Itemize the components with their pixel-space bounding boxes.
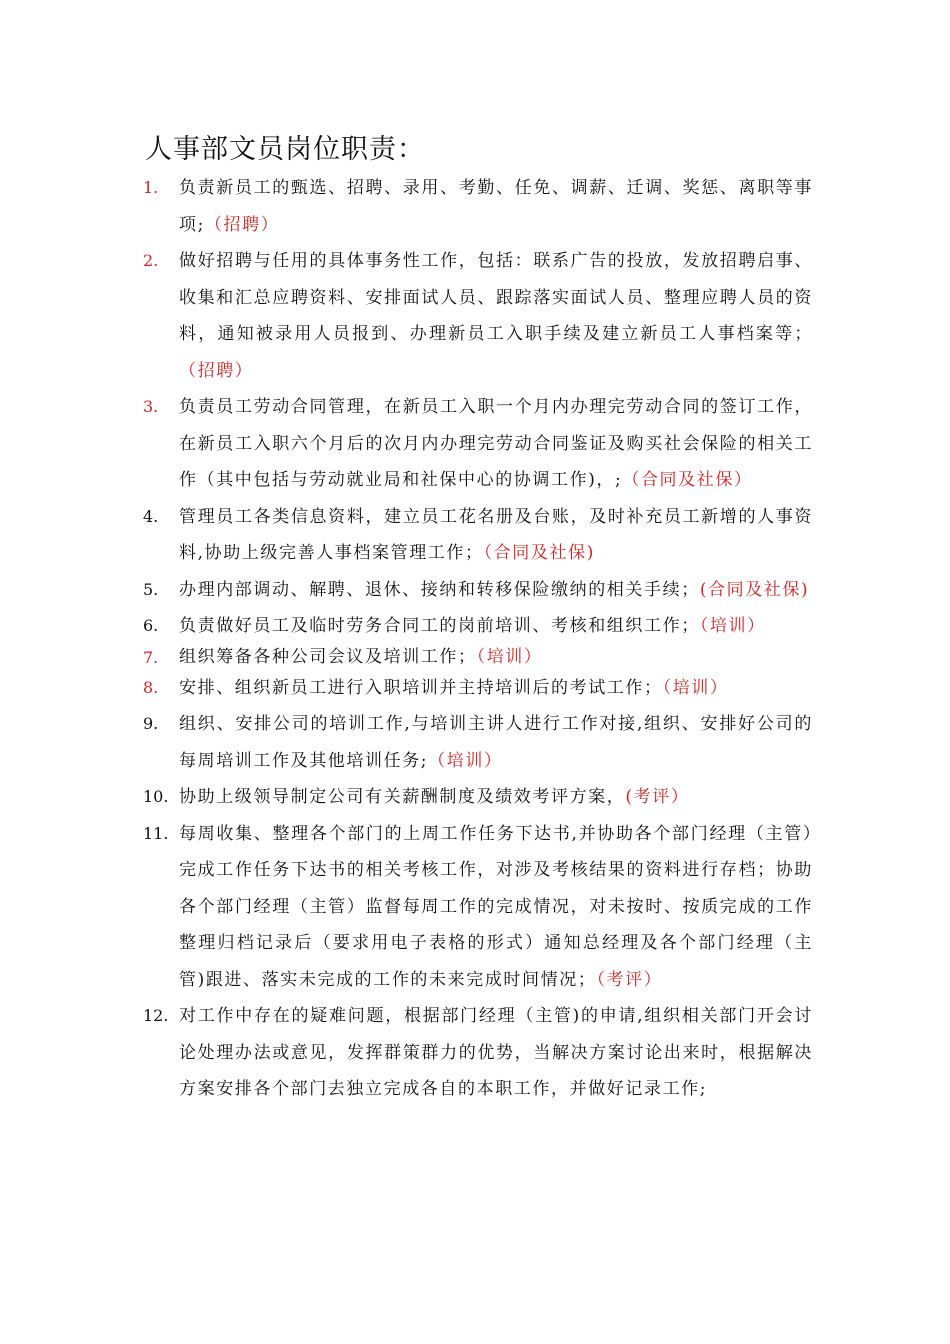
duty-item-5: [143, 572, 813, 609]
duty-item-2: [143, 243, 813, 389]
duty-category-tag: （培训）: [476, 646, 543, 667]
duty-text: 安排、组织新员工进行入职培训并主持培训后的考试工作；: [179, 677, 663, 698]
duty-category-tag: （合同及社保）: [622, 470, 753, 490]
duty-category-tag: （招聘）: [204, 214, 280, 235]
duty-item-7: [143, 645, 813, 670]
duty-item-10: [143, 779, 813, 816]
duty-number: 3.: [143, 397, 159, 416]
duty-category-tag: （培训）: [662, 677, 729, 698]
duty-number: 8.: [143, 677, 159, 697]
duty-text: 做好招聘与任用的具体事务性工作，包括：联系广告的投放，发放招聘启事、收集和汇总应聘资料、安排面试人员、跟踪落实面试人员、整理应聘人员的资料，通知被录用人员报到、办理新员工入职手续及建立新员工人事档案等；: [179, 251, 813, 344]
duty-item-12: [143, 998, 813, 1108]
duty-item-8: [143, 670, 813, 707]
duty-text: 办理内部调动、解聘、退休、接纳和转移保险缴纳的相关手续；: [179, 579, 700, 600]
duty-text: 管理员工各类信息资料，建立员工花名册及台账，及时补充员工新增的人事资料,协助上级完善人事档案管理工作；: [179, 506, 813, 563]
duty-category-tag: （培训）: [699, 616, 766, 636]
duty-item-4: [143, 499, 813, 572]
duty-item-3: [143, 389, 813, 499]
page-title: 人事部文员岗位职责：: [145, 134, 425, 165]
duty-number: 6.: [143, 616, 159, 635]
duty-text: 组织筹备各种公司会议及培训工作；: [179, 646, 477, 667]
duty-category-tag: （培训）: [428, 750, 503, 771]
duty-text: 协助上级领导制定公司有关薪酬制度及绩效考评方案，: [179, 787, 626, 807]
duty-text: 负责员工劳动合同管理，在新员工入职一个月内办理完劳动合同的签订工作，在新员工入职六个月后的次月内办理完劳动合同鉴证及购买社会保险的相关工作（其中包括与劳动就业局和社保中心的协调工作)，;: [179, 397, 813, 490]
duty-number: 2.: [143, 251, 159, 270]
duty-category-tag: （考评）: [596, 969, 663, 990]
duty-category-tag: (考评）: [625, 787, 690, 807]
duty-category-tag: （合同及社保): [483, 543, 595, 563]
duty-number: 4.: [143, 506, 159, 526]
duty-item-11: [143, 816, 813, 999]
duty-number: 5.: [143, 579, 159, 599]
duty-text: 组织、安排公司的培训工作,与培训主讲人进行工作对接,组织、安排好公司的每周培训工作及其他培训任务;: [179, 714, 813, 771]
duty-text: 每周收集、整理各个部门的上周工作任务下达书,并协助各个部门经理（主管）完成工作任务下达书的相关考核工作，对涉及考核结果的资料进行存档；协助各个部门经理（主管）监督每周工作的完成情况，对未按时、按质完成的工作整理归档记录后（要求用电子表格的形式）通知总经理及各个部门经理（主管)跟进、落实未完成的工作的未来完成时间情况；: [179, 823, 813, 990]
duty-category-tag: (合同及社保): [699, 579, 810, 600]
duty-number: 12.: [143, 1006, 169, 1025]
duty-number: 7.: [143, 647, 159, 667]
duty-item-9: [143, 706, 813, 779]
duty-number: 1.: [143, 178, 159, 197]
duty-text: 负责新员工的甄选、招聘、录用、考勤、任免、调薪、迁调、奖惩、离职等事项;: [179, 178, 813, 235]
duty-list: [143, 170, 813, 1108]
duty-text: 负责做好员工及临时劳务合同工的岗前培训、考核和组织工作；: [179, 616, 700, 636]
duty-number: 11.: [143, 823, 169, 843]
duty-number: 10.: [143, 787, 169, 806]
duty-item-6: [143, 608, 813, 645]
duty-category-tag: （招聘）: [179, 360, 254, 381]
duty-item-1: [143, 170, 813, 243]
duty-text: 对工作中存在的疑难问题，根据部门经理（主管)的申请,组织相关部门开会讨论处理办法或意见，发挥群策群力的优势，当解决方案讨论出来时，根据解决方案安排各个部门去独立完成各自的本职工作，并做好记录工作;: [179, 1006, 813, 1099]
duty-number: 9.: [143, 714, 159, 733]
